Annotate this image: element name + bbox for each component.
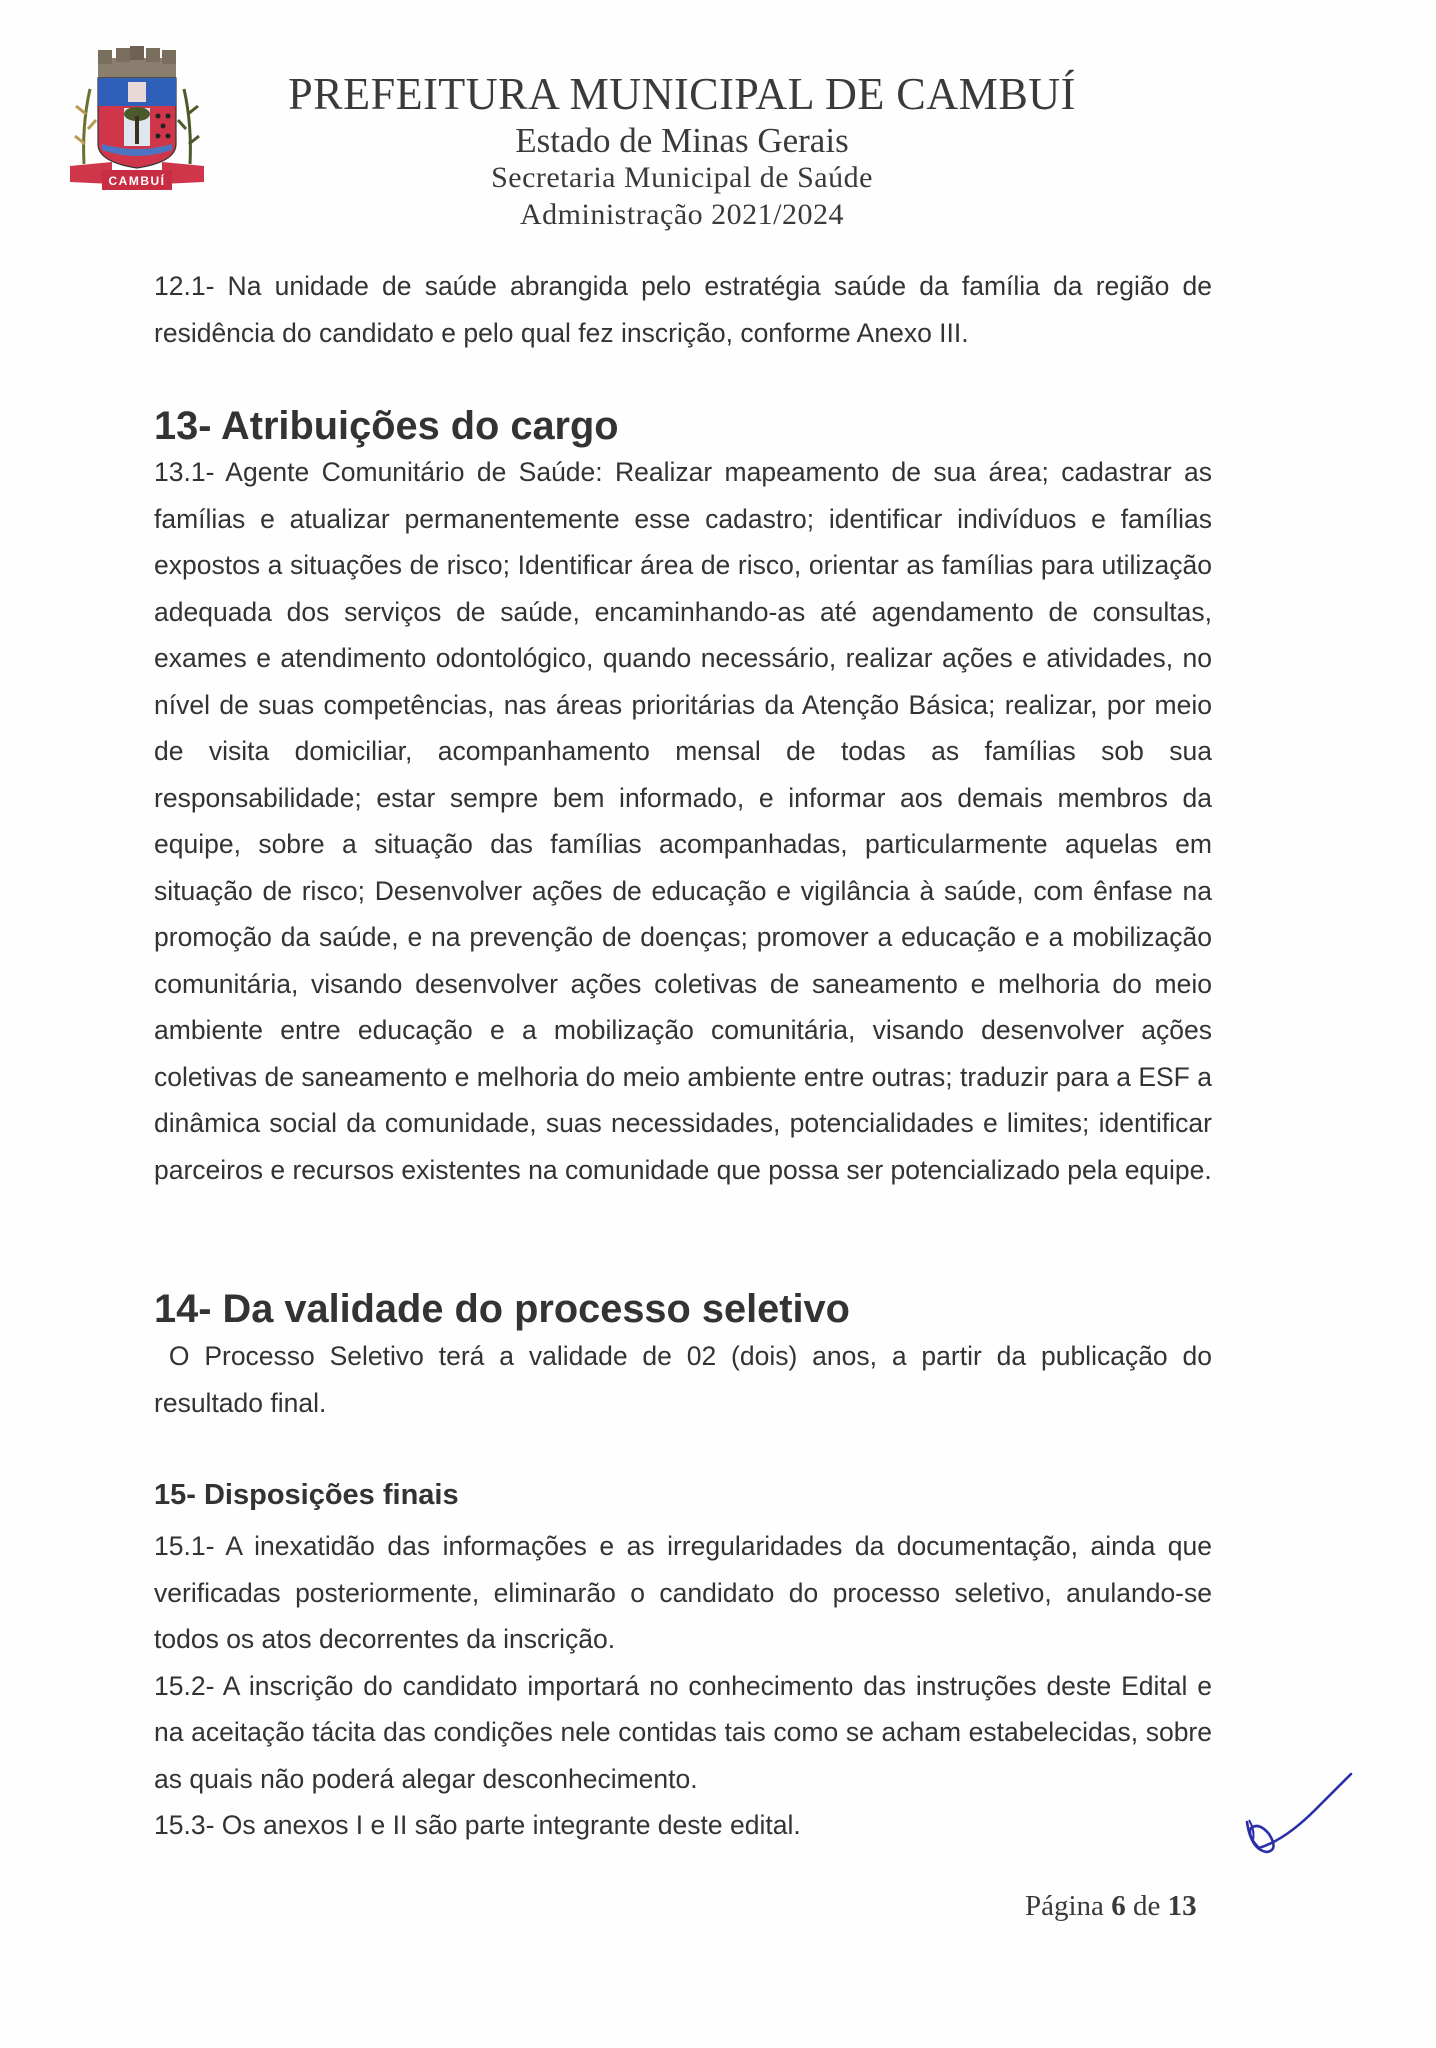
section-13-heading: 13- Atribuições do cargo	[154, 404, 619, 448]
section-15-heading: 15- Disposições finais	[154, 1479, 459, 1511]
paragraph-15-3: 15.3- Os anexos I e II são parte integrante deste edital.	[154, 1810, 801, 1840]
of-word: de	[1132, 1890, 1161, 1922]
section-15-heading-wrap	[154, 1472, 1212, 1519]
coat-motto-text: CAMBUÍ	[108, 174, 166, 188]
paragraph-12-1: 12.1- Na unidade de saúde abrangida pelo estratégia saúde da família da região de residência do candidato e pelo qual fez inscrição, conforme Anexo III.	[154, 271, 1212, 348]
header-state: Estado de Minas Gerais	[515, 121, 849, 160]
section-12	[154, 263, 1212, 356]
paragraph-14-1: O Processo Seletivo terá a validade de 02 (dois) anos, a partir da publicação do resultado final.	[154, 1341, 1220, 1418]
section-14-heading: 14- Da validade do processo seletivo	[154, 1287, 850, 1331]
section-14-heading-wrap	[154, 1286, 1212, 1333]
section-13	[154, 449, 1212, 1193]
crown-icon	[98, 46, 176, 78]
paragraph-15-1: 15.1- A inexatidão das informações e as irregularidades da documentação, ainda que verificadas posteriormente, eliminarão o candidato do processo seletivo, anulando-se todos os atos decorrentes da inscrição.	[154, 1531, 1212, 1654]
section-14	[154, 1333, 1220, 1426]
shield-icon	[98, 78, 176, 168]
page-number	[1025, 1890, 1197, 1923]
paragraph-13-1: 13.1- Agente Comunitário de Saúde: Realizar mapeamento de sua área; cadastrar as famílias e atualizar permanentemente esse cadastro; identificar indivíduos e famílias expostos a situações de risco; Identificar área de risco, orientar as famílias para utilização adequada dos serviços de saúde, encaminhando-as até agendamento de consultas, exames e atendimento odontológico, quando necessário, realizar ações e atividades, no nível de suas competências, nas áreas prioritárias da Atenção Básica; realizar, por meio de visita domiciliar, acompanhamento mensal de todas as famílias sob sua responsabilidade; estar sempre bem informado, e informar aos demais membros da equipe, sobre a situação das famílias acompanhadas, particularmente aquelas em situação de risco; Desenvolver ações de educação e vigilância à saúde, com ênfase na promoção da saúde, e na prevenção de doenças; promover a educação e a mobilização comunitária, visando desenvolver ações coletivas de saneamento e melhoria do meio ambiente entre educação e a mobilização comunitária, visando desenvolver ações coletivas de saneamento e melhoria do meio ambiente entre outras; traduzir para a ESF a dinâmica social da comunidade, suas necessidades, potencialidades e limites; identificar parceiros e recursos existentes na comunidade que possa ser potencializado pela equipe.	[154, 457, 1212, 1185]
page-word: Página	[1025, 1890, 1104, 1922]
section-13-heading-wrap	[154, 403, 1212, 450]
page-title: PREFEITURA MUNICIPAL DE CAMBUÍ	[288, 68, 1076, 119]
current-page: 6	[1111, 1890, 1126, 1922]
section-15	[154, 1523, 1212, 1849]
handwritten-signature	[1245, 1770, 1355, 1865]
header-administration: Administração 2021/2024	[520, 198, 844, 231]
header-secretariat: Secretaria Municipal de Saúde	[491, 161, 873, 194]
coat-of-arms-logo	[66, 44, 208, 194]
total-pages: 13	[1167, 1890, 1197, 1922]
paragraph-15-2: 15.2- A inscrição do candidato importará no conhecimento das instruções deste Edital e na aceitação tácita das condições nele contidas tais como se acham estabelecidas, sobre as quais não poderá alegar desconhecimento.	[154, 1670, 1212, 1794]
